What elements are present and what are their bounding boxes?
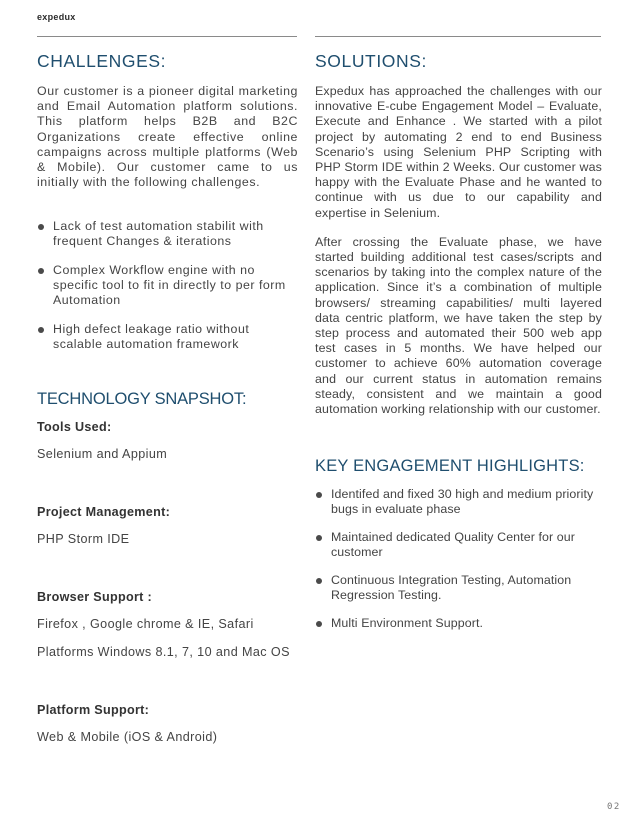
bullet-icon: [316, 621, 322, 627]
left-header-rule: [37, 36, 297, 37]
solutions-heading: SOLUTIONS:: [315, 51, 427, 71]
bullet-icon: [316, 578, 322, 584]
right-header-rule: [315, 36, 601, 37]
bullet-icon: [38, 268, 44, 274]
left-column: [37, 50, 298, 744]
highlights-list: [315, 487, 602, 631]
list-item: Lack of test automation stabilit with frequent Changes & iterations: [37, 219, 298, 249]
list-item: Continuous Integration Testing, Automation Regression Testing.: [315, 573, 602, 603]
solutions-paragraph-1: Expedux has approached the challenges with our innovative E-cube Engagement Model – Evaluate, Execute and Enhance . We started with a pilot project by automating 2 end to end Business Scenario’s using Selenium PHP Scripting with PHP Storm IDE within 2 Weeks. Our customer was happy with the Evaluate Phase and he wanted to continue with us due to our capability and expertise in Selenium.: [315, 84, 602, 220]
challenges-intro: Our customer is a pioneer digital marketing and Email Automation platform solutions. This platform helps B2B and B2C Organizations create effective online campaigns across multiple platforms (Web & Mobile). Our customer came to us initially with the following challenges.: [37, 84, 298, 190]
browser-support-label: Browser Support :: [37, 590, 152, 605]
technology-heading: TECHNOLOGY SNAPSHOT:: [37, 390, 247, 409]
highlights-heading: KEY ENGAGEMENT HIGHLIGHTS:: [315, 457, 585, 476]
challenges-heading: CHALLENGES:: [37, 51, 167, 71]
platform-support-value: Web & Mobile (iOS & Android): [37, 730, 218, 745]
bullet-icon: [38, 224, 44, 230]
list-item: Complex Workflow engine with no specific tool to fit in directly to per form Automation: [37, 263, 298, 308]
expedux-logo: expedux: [37, 12, 76, 22]
bullet-icon: [38, 327, 44, 333]
solutions-paragraph-2: After crossing the Evaluate phase, we have started building additional test cases/scripts and scenarios by taking into the complex nature of the application. Since it’s a combination of multiple browsers/ streaming capabilities/ multi layered data centric platform, we have taken the step by step process and automated their 500 web app test cases in 5 months. We have helped our customer to achieve 60% automation coverage and our current status in automation remains steady, consistent and we maintain a good automation working relationship with our customer.: [315, 234, 602, 417]
tools-label: Tools Used:: [37, 420, 112, 435]
page-number: 02: [607, 802, 621, 812]
list-item: High defect leakage ratio without scalable automation framework: [37, 322, 298, 352]
platforms-value: Platforms Windows 8.1, 7, 10 and Mac OS: [37, 645, 290, 660]
challenges-list: [37, 219, 298, 352]
list-item: Maintained dedicated Quality Center for our customer: [315, 530, 602, 560]
bullet-icon: [316, 535, 322, 541]
right-column: [315, 50, 602, 644]
list-item: Identifed and fixed 30 high and medium priority bugs in evaluate phase: [315, 487, 602, 517]
browser-support-value: Firefox , Google chrome & IE, Safari: [37, 617, 254, 632]
tools-value: Selenium and Appium: [37, 447, 168, 462]
list-item: Multi Environment Support.: [315, 616, 602, 631]
project-management-label: Project Management:: [37, 505, 171, 520]
platform-support-label: Platform Support:: [37, 703, 150, 718]
project-management-value: PHP Storm IDE: [37, 532, 130, 547]
bullet-icon: [316, 492, 322, 498]
